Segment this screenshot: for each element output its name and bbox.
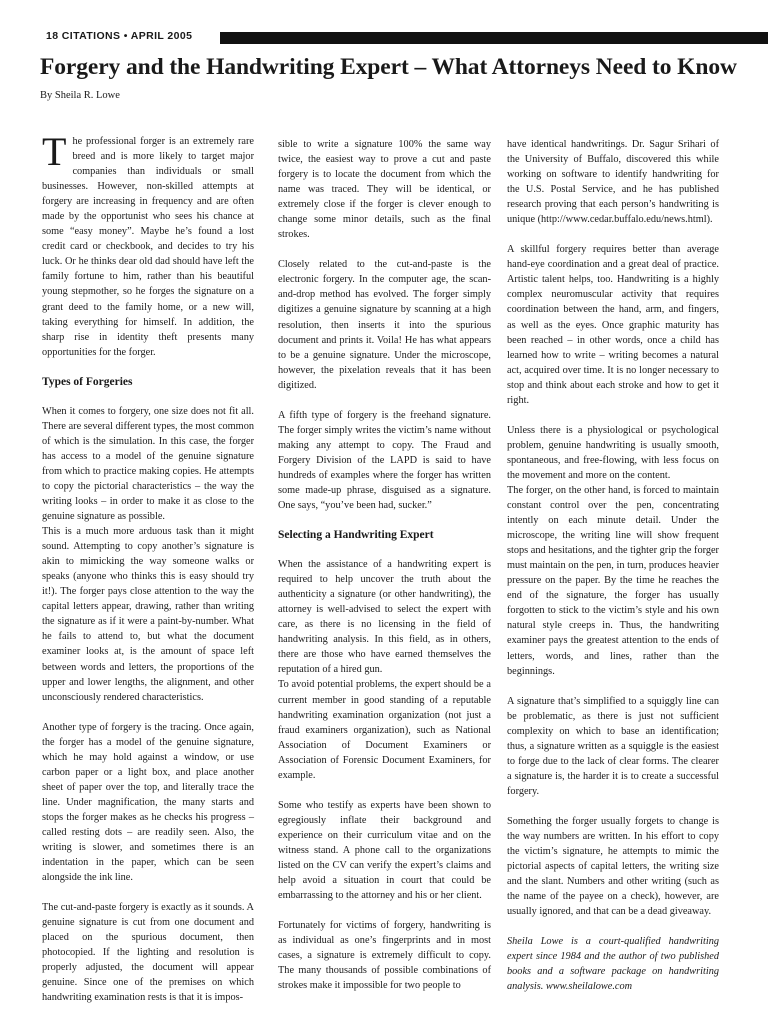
drop-cap: T (42, 129, 67, 174)
page-header-text: 18 CITATIONS • APRIL 2005 (46, 30, 193, 42)
paragraph: Another type of forgery is the tracing. Once again, the forger has a model of the genuine signature, which he may hold against a window, or use carbon paper or a light box, and place another sheet of paper over the top, and literally trace the line. Under magnification, the many starts and stops the forger makes as he checks his progress – called resting dots – are readily seen. Also, the writing is slower, and sometimes there is an indentation in the paper, which can be seen alongside the ink line. (42, 721, 254, 884)
author-bio: Sheila Lowe is a court-qualified handwriting expert since 1984 and the author of two published books and a software package on handwriting analysis. www.sheilalowe.com (507, 936, 719, 993)
paragraph: The forger, on the other hand, is forced to maintain constant control over the pen, concentrating intently on each minute detail. Under the microscope, the writing line will show frequent stops and hesitations, and the tighter grip the forger must maintain on the pen, in turn, produces heavier pressure on the paper. By the time he reaches the end of the signature, the forger has usually forgotten to stick to the victim’s style and his own natural style creeps in. Thus, the handwriting examiner pays the greatest attention to the ends of letters, words, and lines, rather than the beginnings. (507, 484, 719, 677)
paragraph: sible to write a signature 100% the same way twice, the easiest way to prove a cut and paste forgery is to locate the document from which the name was traced. They will be identical, or extremely close if the forger is clever enough to change some minor details, such as the final strokes. (278, 139, 491, 241)
intro-paragraph (42, 129, 254, 360)
intro-text: he professional forger is an extremely rare breed and is more likely to target major companies than individuals or small businesses. However, non-skilled attempts at forgery are increasing in frequency and are often made by the opportunist who sees his chance at some “easy money”. Maybe he’s found a lost credit card or checkbook, and decides to try his luck. Or he thinks dear old dad should have left the family fortune to him, rather than his beautiful young stepmother, so he forges the signature on a grant deed to the family home, or a new will, taking everything for himself. In addition, the sharp rise in identity theft presents many opportunities for the forger. (42, 136, 254, 358)
column-3 (507, 137, 719, 1009)
column-2 (278, 137, 491, 1008)
column-1 (42, 129, 254, 1020)
paragraph: The cut-and-paste forgery is exactly as it sounds. A genuine signature is cut from one document and placed on the spurious document, then photocopied. If the lighting and resolution is properly adjusted, the document will appear genuine. Since one of the premises on which handwriting examination rests is that it is impos- (42, 902, 254, 1004)
header-rule-bar (220, 32, 768, 44)
paragraph: have identical handwritings. Dr. Sagur Srihari of the University of Buffalo, discovered this while working on software to identify handwriting for the U.S. Postal Service, and he has published research proving that each person’s handwriting is unique (http://www.cedar.buffalo.edu/news.html). (507, 139, 719, 226)
section-heading-types: Types of Forgeries (42, 375, 133, 388)
article-title: Forgery and the Handwriting Expert – What Attorneys Need to Know (40, 54, 737, 80)
paragraph: A signature that’s simplified to a squiggly line can be problematic, as there is just not sufficient complexity on which to base an identification; thus, a signature written as a squiggle is the easiest to forge due to the lack of clear forms. The clearer a signature is, the harder it is to create a successful forgery. (507, 695, 719, 797)
paragraph: To avoid potential problems, the expert should be a current member in good standing of a reputable handwriting examination organization (not just a fraud examiners organization), such as National Association of Document Examiners or Association of Forensic Document Examiners, for example. (278, 679, 491, 781)
section-heading-selecting: Selecting a Handwriting Expert (278, 529, 434, 542)
page-header (30, 28, 738, 44)
article-byline: By Sheila R. Lowe (40, 90, 120, 101)
paragraph: Something the forger usually forgets to change is the way numbers are written. In his effort to copy the victim’s signature, he attempts to mimic the pictorial aspects of capital letters, the writing size and the slant. Numbers and other writing (such as the name of the payee on a check), however, are usually ignored, and that can be a dead giveaway. (507, 815, 719, 918)
paragraph: Unless there is a physiological or psychological problem, genuine handwriting is usually smooth, spontaneous, and free-flowing, with less focus on the movement and more on the content. (507, 424, 719, 481)
paragraph: This is a much more arduous task than it might sound. Attempting to copy another’s signature is akin to mimicking the way someone walks or speaks (anyone who thinks this is easy should try it!). The forger pays close attention to the way the capital letters appear, drawing, rather than writing the signature as if it were a paint-by-number. What he fails to attend to, but what the document examiner looks at, is the amount of space left between words and letters, the proportions of the upper and lower lengths, the alignment, and other unconsciously rendered characteristics. (42, 526, 254, 703)
paragraph: When it comes to forgery, one size does not fit all. There are several different types, the most common of which is the simulation. In this case, the forger has access to a model of the genuine signature from which to practice making copies. He attempts to copy the pictorial characteristics – the way the writing looks – in order to make it as close to the genuine signature as possible. (42, 405, 254, 523)
paragraph: Fortunately for victims of forgery, handwriting is as individual as one’s fingerprints and in most cases, a signature is extremely difficult to copy. The many thousands of possible combinations of strokes make it impossible for two people to (278, 920, 491, 992)
paragraph: A skillful forgery requires better than average hand-eye coordination and a great deal of practice. Artistic talent helps, too. Handwriting is a highly complex neuromuscular activity that requires coordination between the hand, arm, and fingers, as well as the eyes. Once graphic maturity has been reached – in other words, once a child has learned how to write – writing becomes a natural act, acquired over time. It is no longer necessary to stop and think about each stroke and how to get it right. (507, 244, 719, 406)
paragraph: Closely related to the cut-and-paste is the electronic forgery. In the computer age, the scan-and-drop method has evolved. The forger simply digitizes a genuine signature by scanning at a high resolution, then inserts it into the spurious document and prints it. Voila! He has what appears to be a genuine signature. Under the microscope, however, the pixelation reveals that it has been digitized. (278, 259, 491, 391)
paragraph: A fifth type of forgery is the freehand signature. The forger simply writes the victim’s name without making any attempt to copy. The Fraud and Forgery Division of the LAPD is said to have hundreds of examples where the forger has written some made-up phrase, disguised as a signature. One says, “you’ve been had, sucker.” (278, 409, 491, 512)
paragraph: Some who testify as experts have been shown to egregiously inflate their background and experience on their curriculum vitae and on the witness stand. A phone call to the organizations listed on the CV can verify the expert’s claims and help avoid a situation in court that could be embarrassing to the attorney and his or her client. (278, 799, 491, 902)
paragraph: When the assistance of a handwriting expert is required to help uncover the truth about the authenticity a signature (or other handwriting), the attorney is well-advised to select the expert with care, as there is no licensing in the field of handwriting analysis. In this field, as in others, there are those who have earned themselves the reputation of a hired gun. (278, 559, 491, 676)
